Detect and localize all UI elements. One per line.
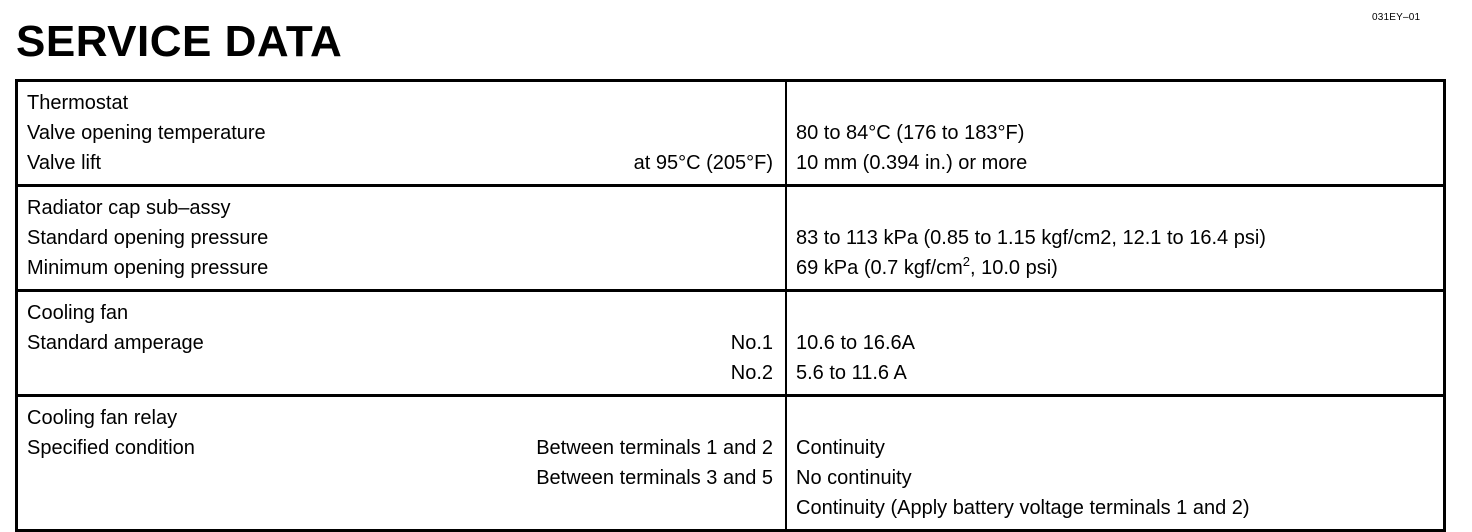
document-code: 031EY–01: [1372, 12, 1421, 23]
spec-condition: Between terminals 3 and 5: [536, 467, 773, 489]
spec-row: [27, 118, 773, 148]
page-title: SERVICE DATA: [16, 17, 343, 66]
spec-value: 83 to 113 kPa (0.85 to 1.15 kgf/cm2, 12.1 to 16.4 psi): [796, 227, 1266, 249]
spec-label: Valve opening temperature: [27, 122, 266, 144]
spec-condition: No.2: [730, 362, 773, 384]
spec-items-column: [18, 82, 787, 184]
spec-items-column: [18, 187, 787, 289]
spec-label: Minimum opening pressure: [27, 257, 269, 279]
spec-values-column: [787, 397, 1443, 529]
spec-row: [27, 463, 773, 493]
spec-value: 10 mm (0.394 in.) or more: [796, 152, 1028, 174]
spec-row: [27, 223, 773, 253]
spec-values-column: [787, 292, 1443, 394]
spec-label: Valve lift: [27, 152, 102, 174]
spec-value: No continuity: [796, 467, 912, 489]
spec-value: 5.6 to 11.6 A: [796, 362, 907, 384]
spec-value: 69 kPa (0.7 kgf/$cm^2$, 10.0 psi): [796, 254, 1058, 279]
spec-row: [27, 328, 773, 358]
spec-value: 80 to 84°C (176 to 183°F): [796, 122, 1025, 144]
spec-items-column: [18, 397, 787, 529]
section-heading: Radiator cap sub–assy: [27, 197, 231, 219]
spec-row: [27, 433, 773, 463]
spec-row: [27, 148, 773, 178]
spec-value: 10.6 to 16.6A: [796, 332, 915, 354]
section-heading: Cooling fan: [27, 302, 129, 324]
section-radiator-cap: [18, 184, 1443, 289]
spec-value: Continuity: [796, 437, 885, 459]
spec-row: [27, 358, 773, 388]
spec-condition: No.1: [730, 332, 773, 354]
spec-values-column: [787, 187, 1443, 289]
spec-row: [27, 493, 773, 523]
section-heading: Cooling fan relay: [27, 407, 178, 429]
section-heading: Thermostat: [27, 92, 129, 114]
spec-label: Standard amperage: [27, 332, 204, 354]
spec-condition: at 95°C (205°F): [633, 152, 773, 174]
section-cooling-fan: [18, 289, 1443, 394]
spec-values-column: [787, 82, 1443, 184]
section-cooling-fan-relay: [18, 394, 1443, 529]
service-data-table: [15, 79, 1446, 532]
spec-label: Standard opening pressure: [27, 227, 269, 249]
spec-value: Continuity (Apply battery voltage terminals 1 and 2): [796, 497, 1250, 519]
spec-items-column: [18, 292, 787, 394]
section-thermostat: [18, 82, 1443, 184]
spec-condition: Between terminals 1 and 2: [536, 437, 773, 459]
spec-label: Specified condition: [27, 437, 195, 459]
spec-row: [27, 253, 773, 283]
